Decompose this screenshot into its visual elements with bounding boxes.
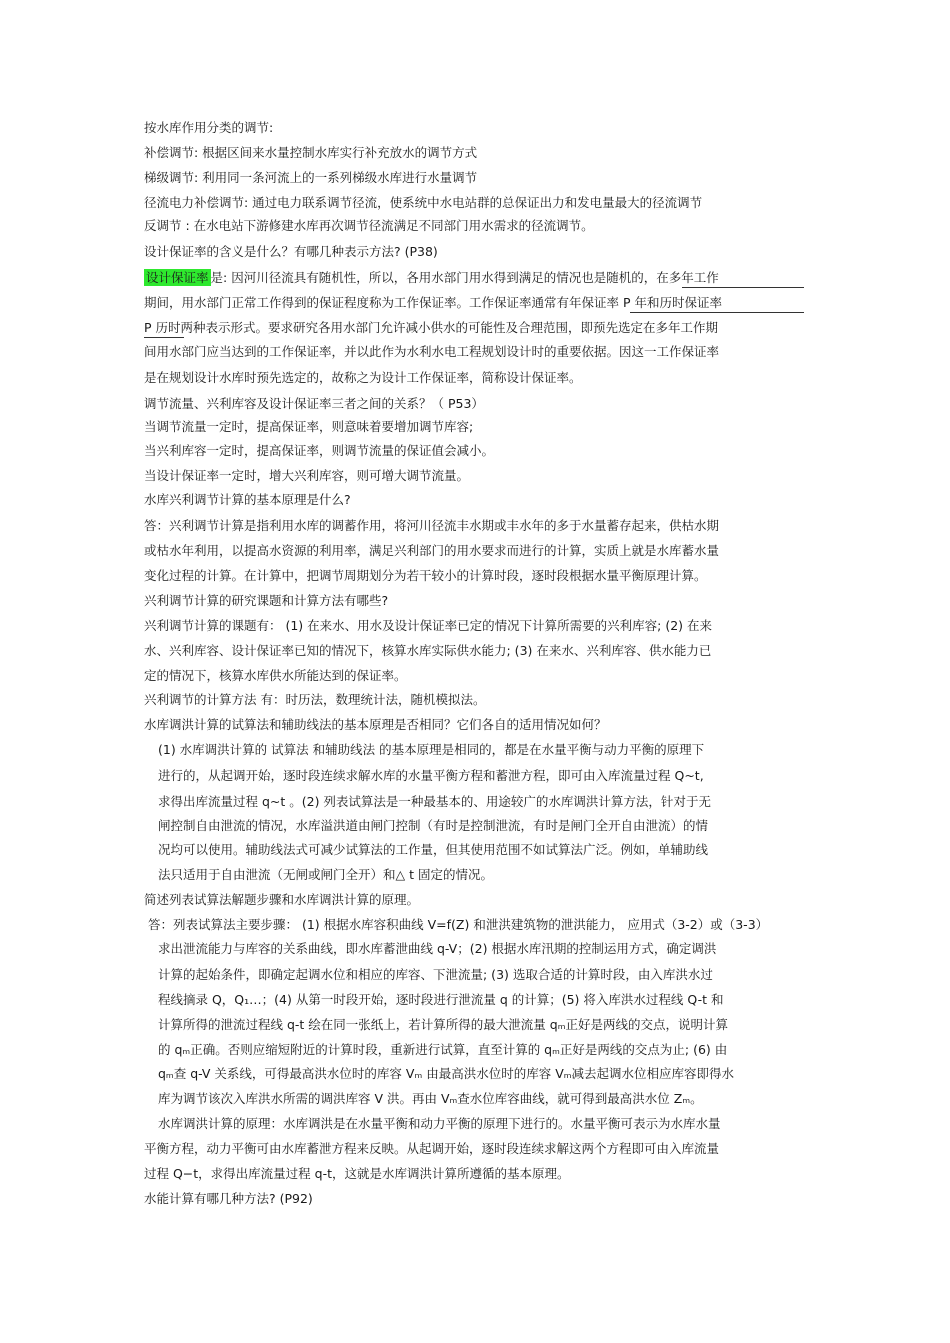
text-line: 定的情况下，核算水库供水所能达到的保证率。	[144, 668, 407, 683]
text-line: 求得出库流量过程 q~t 。(2) 列表试算法是一种最基本的、用途较广的水库调洪计算方法，针对于无	[158, 794, 711, 809]
question-heading: 兴利调节计算的研究课题和计算方法有哪些?	[144, 593, 389, 608]
text-line: 反调节 : 在水电站下游修建水库再次调节径流满足不同部门用水需求的径流调节。	[144, 218, 594, 233]
text-line: 梯级调节: 利用同一条河流上的一系列梯级水库进行水量调节	[144, 170, 478, 185]
text-line: 当设计保证率一定时，增大兴利库容，则可增大调节流量。	[144, 468, 470, 483]
highlighted-term: 设计保证率	[146, 270, 209, 285]
text-line: 闸控制自由泄流的情况，水库溢洪道由闸门控制（有时是控制泄流，有时是闸门全开自由泄流）的情	[158, 818, 709, 833]
text-line: 答：兴利调节计算是指利用水库的调蓄作用，将河川径流丰水期或丰水年的多于水量蓄存起来，供枯水期	[144, 518, 720, 533]
text-line: 况均可以使用。辅助线法式可减少试算法的工作量，但其使用范围不如试算法广泛。例如，单辅助线	[158, 842, 709, 857]
text-line: 水库调洪计算的原理：水库调洪是在水量平衡和动力平衡的原理下进行的。水量平衡可表示为水库水量	[158, 1116, 721, 1131]
text-line: 期间，用水部门正常工作得到的保证程度称为工作保证率。工作保证率通常有年保证率 P 年和历时保证率	[144, 295, 722, 310]
underline-rule	[682, 287, 804, 288]
text-line: 平衡方程，动力平衡可由水库蓄泄方程来反映。从起调开始，逐时段连续求解这两个方程即可由入库流量	[144, 1141, 720, 1156]
text-line	[144, 270, 719, 286]
text-line: 进行的，从起调开始，逐时段连续求解水库的水量平衡方程和蓄泄方程，即可由入库流量过程 Q~t,	[158, 768, 704, 783]
text-line: 库为调节该次入库洪水所需的调洪库容 V 洪。再由 Vₘ查水位库容曲线，就可得到最高洪水位 Zₘ。	[158, 1091, 703, 1106]
text-line: 或枯水年利用，以提高水资源的利用率，满足兴利部门的用水要求而进行的计算，实质上就是水库蓄水量	[144, 543, 720, 558]
text-line: (1) 水库调洪计算的 试算法 和辅助线法 的基本原理是相同的，都是在水量平衡与动力平衡的原理下	[158, 742, 705, 757]
text-line: 计算的起始条件，即确定起调水位和相应的库容、下泄流量; (3) 选取合适的计算时段，由入库洪水过	[158, 967, 713, 982]
text-line: P 历时两种表示形式。要求研究各用水部门允许减小供水的可能性及合理范围，即预先选定在多年工作期	[144, 320, 719, 335]
question-heading: 水库调洪计算的试算法和辅助线法的基本原理是否相同？它们各自的适用情况如何？	[144, 717, 607, 732]
question-heading: 设计保证率的含义是什么？有哪几种表示方法? (P38)	[144, 244, 438, 259]
underline-rule	[630, 312, 804, 313]
text-line: 过程 Q−t，求得出库流量过程 q-t，这就是水库调洪计算所遵循的基本原理。	[144, 1166, 570, 1181]
text-line: qₘ查 q-V 关系线，可得最高洪水位时的库容 Vₘ 由最高洪水位时的库容 Vₘ减去起调水位相应库容即得水	[158, 1066, 735, 1081]
text-line: 按水库作用分类的调节:	[144, 120, 274, 135]
text-line: 间用水部门应当达到的工作保证率，并以此作为水利水电工程规划设计时的重要依据。因这一工作保证率	[144, 344, 720, 359]
text-line: 当调节流量一定时，提高保证率，则意味着要增加调节库容;	[144, 419, 474, 434]
underline-rule	[144, 337, 184, 338]
text-line: 兴利调节计算的课题有： (1) 在来水、用水及设计保证率已定的情况下计算所需要的兴利库容; (2) 在来	[144, 618, 713, 633]
text-line: 程线摘录 Q，Q₁…；(4) 从第一时段开始，逐时段进行泄流量 q 的计算；(5) 将入库洪水过程线 Q-t 和	[158, 992, 724, 1007]
text-line: 的 qₘ正确。否则应缩短附近的计算时段，重新进行试算，直至计算的 qₘ正好是两线的交点为止; (6) 由	[158, 1042, 728, 1057]
question-heading: 简述列表试算法解题步骤和水库调洪计算的原理。	[144, 892, 420, 907]
question-heading: 调节流量、兴利库容及设计保证率三者之间的关系？（ P53）	[144, 396, 484, 411]
text-line: 计算所得的泄流过程线 q-t 绘在同一张纸上，若计算所得的最大泄流量 qₘ正好是两线的交点，说明计算	[158, 1017, 728, 1032]
text-line: 法只适用于自由泄流（无闸或闸门全开）和△ t 固定的情况。	[158, 867, 493, 882]
text-line: 水、兴利库容、设计保证率已知的情况下，核算水库实际供水能力; (3) 在来水、兴利库容、供水能力已	[144, 643, 712, 658]
question-heading: 水能计算有哪几种方法? (P92)	[144, 1191, 313, 1206]
text-line: 求出泄流能力与库容的关系曲线，即水库蓄泄曲线 q-V；(2) 根据水库汛期的控制运用方式，确定调洪	[158, 941, 717, 956]
text-line-rest: 是: 因河川径流具有随机性，所以，各用水部门用水得到满足的情况也是随机的，在多年工作	[210, 270, 719, 285]
text-line: 答：列表试算法主要步骤： (1) 根据水库容积曲线 V=f(Z) 和泄洪建筑物的泄洪能力， 应用式（3-2）或（3-3）	[148, 917, 769, 932]
text-line: 当兴利库容一定时，提高保证率，则调节流量的保证值会减小。	[144, 443, 495, 458]
text-line: 变化过程的计算。在计算中，把调节周期划分为若干较小的计算时段，逐时段根据水量平衡原理计算。	[144, 568, 707, 583]
question-heading: 水库兴利调节计算的基本原理是什么?	[144, 492, 351, 507]
text-line: 兴利调节的计算方法 有：时历法，数理统计法，随机模拟法。	[144, 692, 486, 707]
text-line: 是在规划设计水库时预先选定的，故称之为设计工作保证率，简称设计保证率。	[144, 370, 582, 385]
text-line: 径流电力补偿调节: 通过电力联系调节径流，使系统中水电站群的总保证出力和发电量最大的径流调节	[144, 195, 703, 210]
text-line: 补偿调节: 根据区间来水量控制水库实行补充放水的调节方式	[144, 145, 478, 160]
